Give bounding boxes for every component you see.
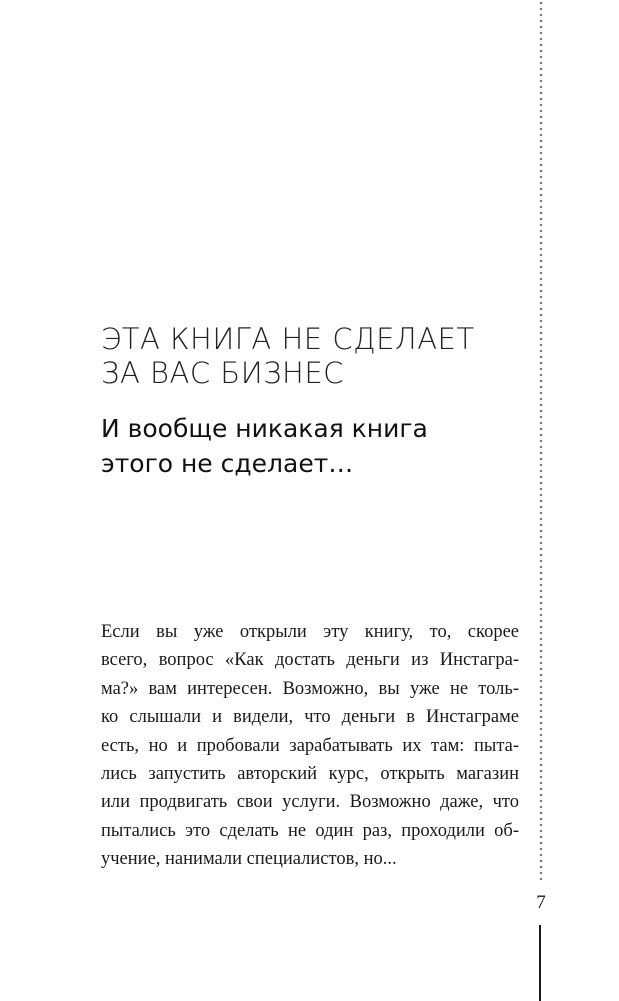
- decorative-dotted-line: [539, 0, 543, 880]
- body-line: ма?» вам интересен. Возможно, вы уже не толь-: [101, 678, 519, 699]
- body-line: пытались это сделать не один раз, проходили об-: [101, 820, 519, 841]
- chapter-title-line: ЗА ВАС БИЗНЕС: [101, 356, 344, 390]
- body-line: Если вы уже открыли эту книгу, то, скорее: [101, 622, 519, 642]
- page-number: 7: [536, 892, 546, 913]
- body-line: или продвигать свои услуги. Возможно даже, что: [101, 792, 519, 813]
- body-line: всего, вопрос «Как достать деньги из Инстагра-: [101, 650, 519, 671]
- body-line: есть, но и пробовали зарабатывать их там: пыта-: [101, 735, 519, 756]
- chapter-title: [101, 322, 521, 390]
- chapter-title-line: ЭТА КНИГА НЕ СДЕЛАЕТ: [101, 322, 475, 356]
- chapter-subtitle-line: этого не сделает…: [101, 449, 354, 478]
- body-line: учение, нанимали специалистов, но...: [101, 849, 397, 870]
- chapter-subtitle-line: И вообще никакая книга: [101, 414, 428, 443]
- chapter-subtitle: [101, 411, 521, 481]
- body-paragraph: [101, 618, 519, 874]
- body-line: ко слышали и видели, что деньги в Инстаграме: [101, 707, 519, 728]
- body-line: лись запустить авторский курс, открыть магазин: [101, 764, 519, 785]
- decorative-solid-line: [539, 925, 541, 1001]
